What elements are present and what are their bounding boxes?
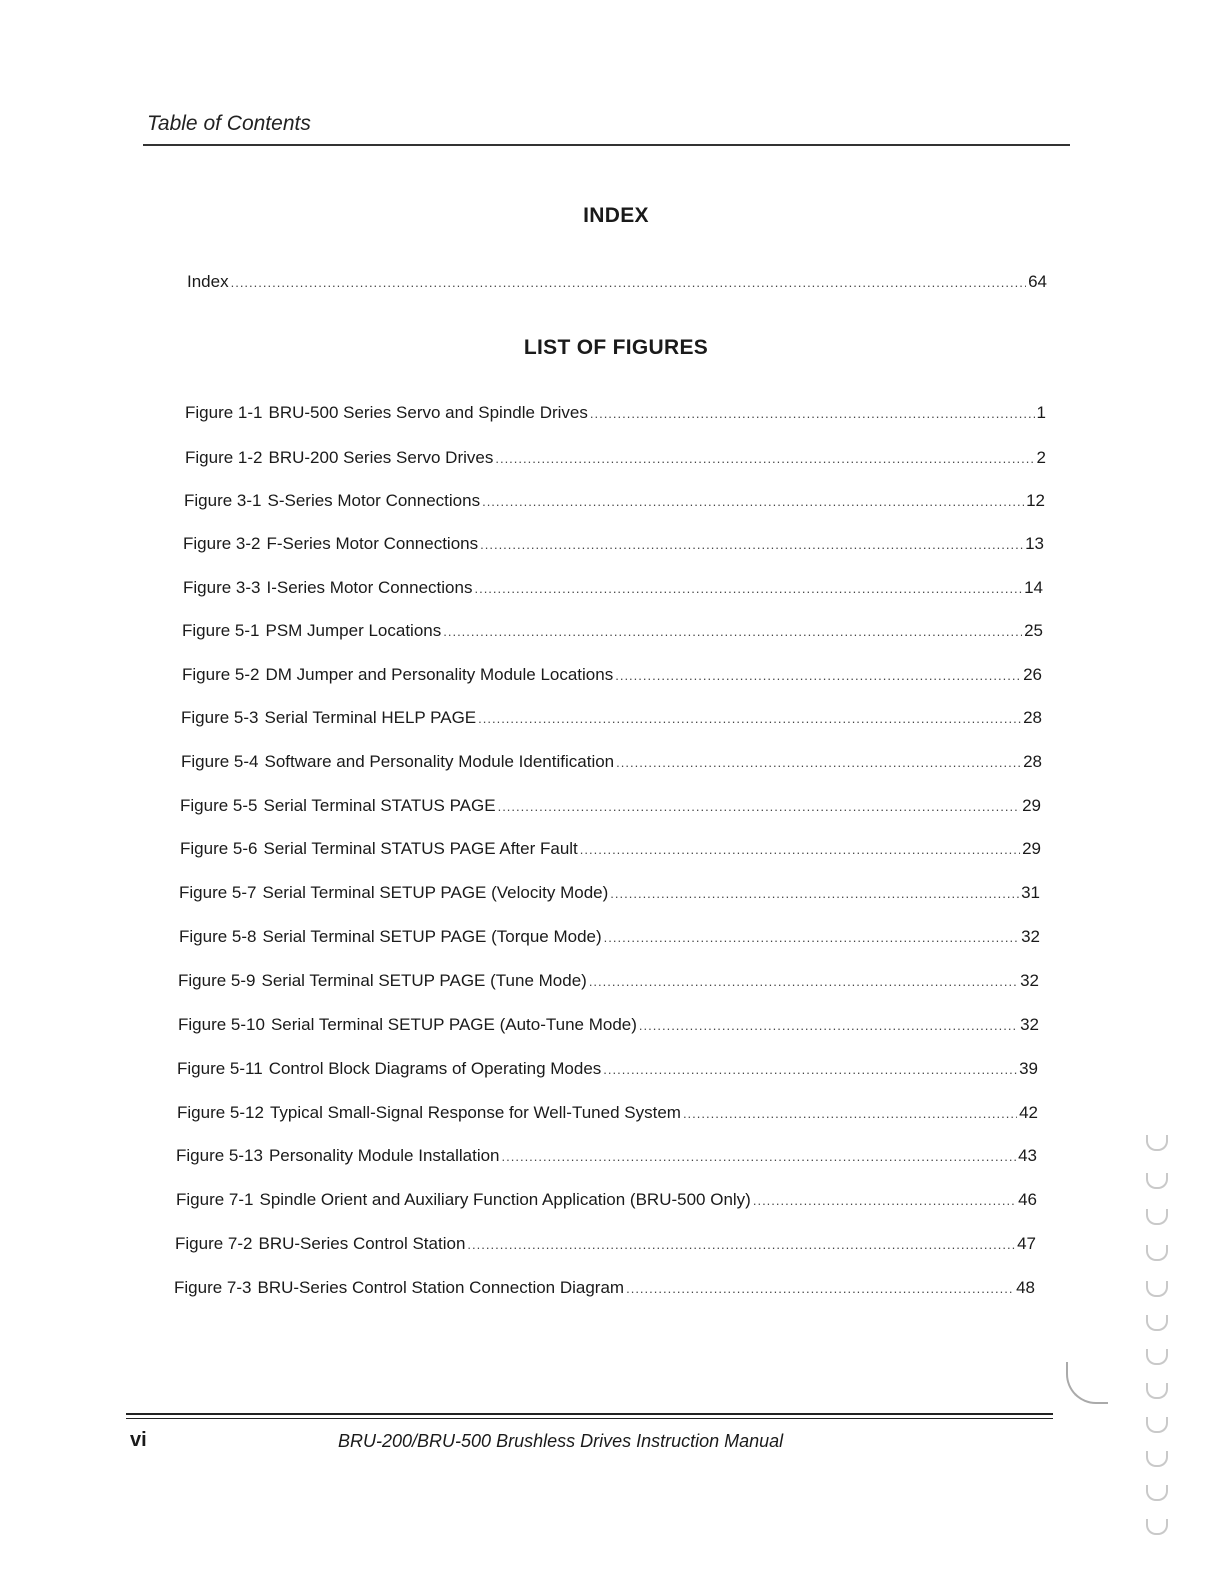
figure-entry[interactable] [182, 621, 1043, 643]
figure-entry[interactable] [183, 578, 1043, 600]
binder-hole [1146, 1519, 1168, 1535]
binder-hole [1146, 1245, 1168, 1261]
figure-entry[interactable] [180, 796, 1041, 818]
figure-entry[interactable] [185, 403, 1046, 425]
figure-title: Serial Terminal SETUP PAGE (Auto-Tune Mode) [270, 1015, 637, 1034]
dot-leader [474, 581, 1022, 596]
figure-number: Figure 7-2 [175, 1234, 253, 1253]
binder-ring-mark [1066, 1362, 1108, 1404]
dot-leader [603, 1062, 1017, 1077]
figure-entry[interactable] [177, 1103, 1038, 1125]
figure-number: Figure 5-7 [179, 883, 257, 902]
dot-leader [589, 974, 1018, 989]
binder-hole [1146, 1209, 1168, 1225]
binder-hole [1146, 1173, 1168, 1189]
figure-page: 26 [1023, 665, 1042, 684]
figure-entry[interactable] [180, 839, 1041, 861]
figure-page: 29 [1022, 839, 1041, 858]
figure-title: Spindle Orient and Auxiliary Function Application (BRU-500 Only) [259, 1190, 751, 1209]
dot-leader [580, 842, 1020, 857]
figure-title: BRU-200 Series Servo Drives [268, 448, 494, 467]
figure-title: S-Series Motor Connections [267, 491, 481, 510]
footer-page-number: vi [130, 1429, 147, 1451]
dot-leader [480, 537, 1023, 552]
figure-page: 28 [1023, 752, 1042, 771]
dot-leader [615, 668, 1021, 683]
figure-number: Figure 1-1 [185, 403, 263, 422]
figure-title: I-Series Motor Connections [266, 578, 473, 597]
figure-entry[interactable] [178, 971, 1039, 993]
figure-page: 47 [1017, 1234, 1036, 1253]
figure-title: BRU-Series Control Station Connection Diagram [257, 1278, 625, 1297]
figure-title: BRU-Series Control Station [258, 1234, 466, 1253]
dot-leader [443, 624, 1022, 639]
binder-hole [1146, 1135, 1168, 1151]
binder-hole [1146, 1485, 1168, 1501]
figure-number: Figure 5-8 [179, 927, 257, 946]
figure-title: Software and Personality Module Identification [264, 752, 615, 771]
dot-leader [482, 494, 1024, 509]
figure-title: Control Block Diagrams of Operating Modes [268, 1059, 602, 1078]
figure-entry[interactable] [179, 927, 1040, 949]
binder-hole [1146, 1349, 1168, 1365]
figure-entry[interactable] [175, 1234, 1036, 1256]
binder-hole [1146, 1281, 1168, 1297]
dot-leader [683, 1106, 1017, 1121]
binder-hole [1146, 1383, 1168, 1399]
dot-leader [626, 1281, 1014, 1296]
dot-leader [610, 886, 1019, 901]
figure-number: Figure 5-1 [182, 621, 260, 640]
list-of-figures-heading: LIST OF FIGURES [523, 336, 709, 359]
figure-title: Serial Terminal STATUS PAGE After Fault [263, 839, 578, 858]
footer-rule [126, 1413, 1053, 1415]
figure-page: 32 [1020, 1015, 1039, 1034]
figure-number: Figure 5-4 [181, 752, 259, 771]
figure-page: 39 [1019, 1059, 1038, 1078]
figure-entry[interactable] [185, 448, 1046, 470]
dot-leader [467, 1237, 1015, 1252]
dot-leader [753, 1193, 1016, 1208]
binder-hole [1146, 1417, 1168, 1433]
figure-number: Figure 7-1 [176, 1190, 254, 1209]
figure-entry[interactable] [178, 1015, 1039, 1037]
figure-number: Figure 3-3 [183, 578, 261, 597]
figure-number: Figure 5-10 [178, 1015, 265, 1034]
figure-page: 32 [1020, 971, 1039, 990]
index-entry[interactable] [187, 272, 1047, 294]
dot-leader [616, 755, 1021, 770]
figure-page: 32 [1021, 927, 1040, 946]
figure-number: Figure 5-3 [181, 708, 259, 727]
figure-number: Figure 7-3 [174, 1278, 252, 1297]
dot-leader [478, 711, 1021, 726]
figure-page: 13 [1025, 534, 1044, 553]
figure-page: 14 [1024, 578, 1043, 597]
figure-title: F-Series Motor Connections [266, 534, 479, 553]
figure-entry[interactable] [177, 1059, 1038, 1081]
figure-title: Typical Small-Signal Response for Well-Tuned System [269, 1103, 681, 1122]
index-entry-page: 64 [1028, 272, 1047, 291]
header-rule [143, 144, 1070, 146]
figure-number: Figure 5-2 [182, 665, 260, 684]
dot-leader [495, 451, 1034, 466]
figure-number: Figure 5-11 [177, 1059, 263, 1078]
dot-leader [498, 799, 1021, 814]
figure-title: Serial Terminal SETUP PAGE (Velocity Mode) [262, 883, 609, 902]
figure-number: Figure 5-13 [176, 1146, 263, 1165]
figure-title: Serial Terminal SETUP PAGE (Tune Mode) [261, 971, 587, 990]
figure-page: 46 [1018, 1190, 1037, 1209]
binder-hole [1146, 1315, 1168, 1331]
figure-number: Figure 1-2 [185, 448, 263, 467]
figure-number: Figure 5-5 [180, 796, 258, 815]
dot-leader [502, 1149, 1017, 1164]
figure-entry[interactable] [181, 752, 1042, 774]
figure-page: 12 [1026, 491, 1045, 510]
footer-rule [126, 1418, 1053, 1419]
figure-page: 29 [1022, 796, 1041, 815]
dot-leader [604, 930, 1019, 945]
figure-entry[interactable] [179, 883, 1040, 905]
figure-entry[interactable] [176, 1190, 1037, 1212]
figure-title: BRU-500 Series Servo and Spindle Drives [268, 403, 588, 422]
figure-number: Figure 5-12 [177, 1103, 264, 1122]
figure-page: 25 [1024, 621, 1043, 640]
dot-leader [590, 406, 1035, 421]
figure-number: Figure 3-2 [183, 534, 261, 553]
figure-title: DM Jumper and Personality Module Locations [265, 665, 614, 684]
figure-entry[interactable] [183, 534, 1044, 556]
figure-page: 2 [1036, 448, 1046, 467]
dot-leader [639, 1018, 1018, 1033]
binder-hole [1146, 1451, 1168, 1467]
running-header-title: Table of Contents [147, 112, 311, 135]
figure-number: Figure 5-6 [180, 839, 258, 858]
footer-manual-title: BRU-200/BRU-500 Brushless Drives Instruction Manual [338, 1431, 784, 1451]
figure-page: 1 [1036, 403, 1046, 422]
figure-title: Serial Terminal HELP PAGE [264, 708, 477, 727]
figure-page: 42 [1019, 1103, 1038, 1122]
figure-entry[interactable] [176, 1146, 1037, 1168]
figure-number: Figure 5-9 [178, 971, 256, 990]
figure-title: Serial Terminal SETUP PAGE (Torque Mode) [262, 927, 602, 946]
figure-number: Figure 3-1 [184, 491, 262, 510]
figure-title: Serial Terminal STATUS PAGE [263, 796, 496, 815]
index-entry-label: Index [187, 272, 229, 291]
dot-leader [231, 275, 1026, 290]
figure-page: 43 [1018, 1146, 1037, 1165]
figure-entry[interactable] [174, 1278, 1035, 1300]
index-heading: INDEX [583, 204, 649, 227]
figure-title: PSM Jumper Locations [265, 621, 442, 640]
figure-entry[interactable] [184, 491, 1045, 513]
figure-page: 48 [1016, 1278, 1035, 1297]
figure-title: Personality Module Installation [268, 1146, 500, 1165]
figure-page: 28 [1023, 708, 1042, 727]
figure-page: 31 [1021, 883, 1040, 902]
figure-entry[interactable] [181, 708, 1042, 730]
figure-entry[interactable] [182, 665, 1042, 687]
